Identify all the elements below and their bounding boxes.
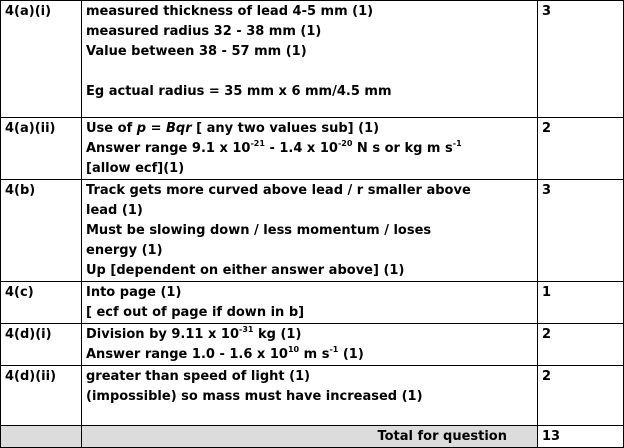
mark-cell: 1: [538, 282, 624, 324]
answer-cell: [82, 1, 538, 118]
exponent: -21: [250, 138, 265, 148]
answer-text: Division by 9.11 x 10: [86, 327, 239, 342]
answer-text: Use of: [86, 121, 137, 136]
answer-line: energy (1): [86, 243, 163, 258]
exponent: -20: [337, 138, 353, 148]
answer-text: (1): [338, 347, 364, 362]
row-4dii: [1, 366, 624, 426]
answer-line: [86, 345, 533, 365]
total-label: Total for question: [82, 426, 538, 448]
line-gap: [86, 62, 533, 82]
answer-text: Answer range 9.1 x 10: [86, 141, 251, 156]
answer-line: [allow ecf](1): [86, 161, 185, 176]
exponent: -1: [452, 138, 462, 148]
answer-line: lead (1): [86, 203, 143, 218]
answer-text: kg (1): [253, 327, 302, 342]
mark-cell: 3: [538, 1, 624, 118]
answer-cell: [82, 366, 538, 426]
answer-line: Into page (1): [86, 285, 182, 300]
answer-line: [86, 119, 533, 139]
answer-line: greater than speed of light (1): [86, 369, 311, 384]
exponent: -1: [329, 344, 339, 354]
question-number: 4(d)(i): [1, 324, 82, 366]
row-4di: [1, 324, 624, 366]
row-4aii: [1, 118, 624, 180]
answer-line: [86, 139, 533, 159]
formula-text: p = Bqr: [136, 121, 192, 136]
answer-line: Track gets more curved above lead / r smaller above: [86, 183, 471, 198]
mark-cell: 2: [538, 366, 624, 426]
question-number: 4(c): [1, 282, 82, 324]
exponent: 10: [287, 344, 300, 354]
answer-line: Value between 38 - 57 mm (1): [86, 44, 307, 59]
answer-cell: [82, 180, 538, 282]
question-number: 4(a)(ii): [1, 118, 82, 180]
mark-cell: 3: [538, 180, 624, 282]
answer-line: measured thickness of lead 4-5 mm (1): [86, 4, 374, 19]
answer-line: Eg actual radius = 35 mm x 6 mm/4.5 mm: [86, 84, 392, 99]
answer-line: [86, 325, 533, 345]
answer-cell: [82, 118, 538, 180]
answer-cell: [82, 282, 538, 324]
answer-line: measured radius 32 - 38 mm (1): [86, 24, 322, 39]
answer-cell: [82, 324, 538, 366]
row-4b: [1, 180, 624, 282]
mark-cell: 2: [538, 118, 624, 180]
answer-text: m s: [299, 347, 330, 362]
answer-text: - 1.4 x 10: [264, 141, 338, 156]
answer-line: [ ecf out of page if down in b]: [86, 305, 305, 320]
answer-text: N s or kg m s: [352, 141, 453, 156]
answer-line: Must be slowing down / less momentum / loses: [86, 223, 432, 238]
question-number: 4(b): [1, 180, 82, 282]
answer-line: (impossible) so mass must have increased (1): [86, 389, 423, 404]
mark-cell: 2: [538, 324, 624, 366]
row-4ai: [1, 1, 624, 118]
total-mark: 13: [538, 426, 624, 448]
row-4c: [1, 282, 624, 324]
answer-text: Answer range 1.0 - 1.6 x 10: [86, 347, 288, 362]
answer-line: Up [dependent on either answer above] (1): [86, 263, 405, 278]
question-number: 4(a)(i): [1, 1, 82, 118]
exponent: -31: [239, 324, 254, 334]
question-number: 4(d)(ii): [1, 366, 82, 426]
answer-text: [ any two values sub] (1): [191, 121, 380, 136]
total-blank-cell: [1, 426, 82, 448]
total-row: [1, 426, 624, 448]
